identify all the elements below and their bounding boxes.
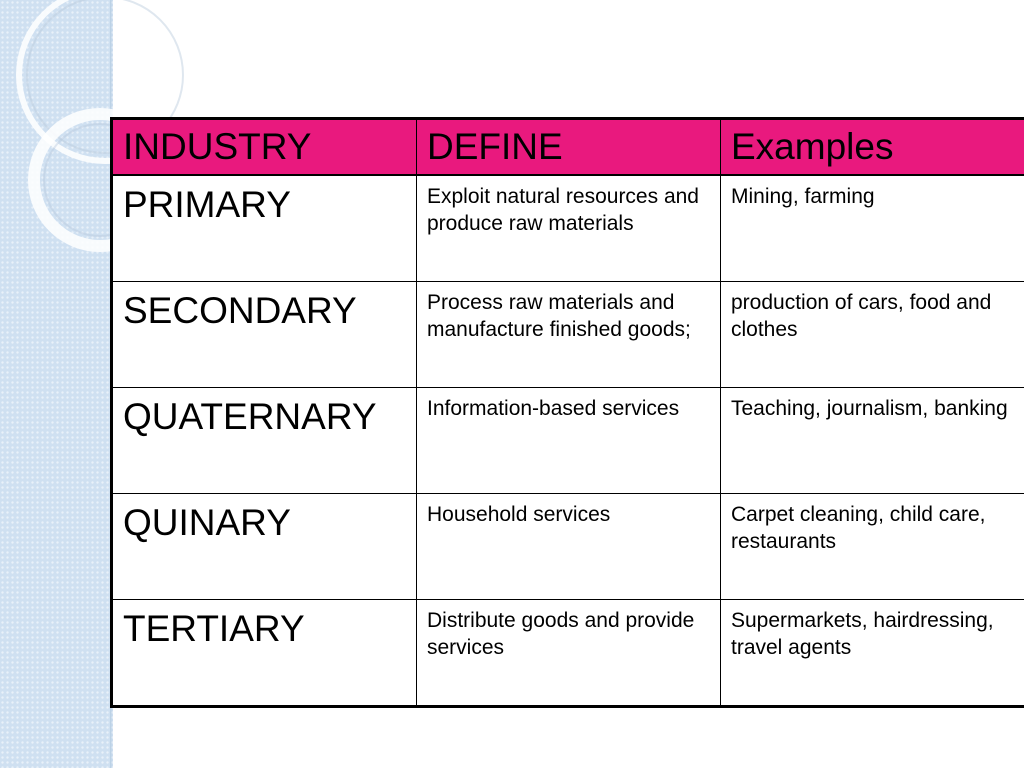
table-row bbox=[112, 388, 1024, 494]
definition-cell: Exploit natural resources and produce raw materials bbox=[417, 175, 721, 282]
table-header-row bbox=[112, 119, 1024, 176]
definition-cell: Information-based services bbox=[417, 388, 721, 494]
definition-cell: Process raw materials and manufacture finished goods; bbox=[417, 282, 721, 388]
industry-cell: QUATERNARY bbox=[112, 388, 417, 494]
table-row bbox=[112, 600, 1024, 707]
table-row bbox=[112, 175, 1024, 282]
examples-cell: production of cars, food and clothes bbox=[721, 282, 1024, 388]
examples-cell: Supermarkets, hairdressing, travel agents bbox=[721, 600, 1024, 707]
header-examples: Examples bbox=[721, 119, 1024, 176]
examples-cell: Teaching, journalism, banking bbox=[721, 388, 1024, 494]
table-row bbox=[112, 494, 1024, 600]
header-define: DEFINE bbox=[417, 119, 721, 176]
industry-cell: PRIMARY bbox=[112, 175, 417, 282]
table-row bbox=[112, 282, 1024, 388]
examples-cell: Mining, farming bbox=[721, 175, 1024, 282]
industry-cell: SECONDARY bbox=[112, 282, 417, 388]
industry-table bbox=[110, 117, 1024, 708]
industry-cell: TERTIARY bbox=[112, 600, 417, 707]
definition-cell: Household services bbox=[417, 494, 721, 600]
definition-cell: Distribute goods and provide services bbox=[417, 600, 721, 707]
header-industry: INDUSTRY bbox=[112, 119, 417, 176]
examples-cell: Carpet cleaning, child care, restaurants bbox=[721, 494, 1024, 600]
industry-cell: QUINARY bbox=[112, 494, 417, 600]
